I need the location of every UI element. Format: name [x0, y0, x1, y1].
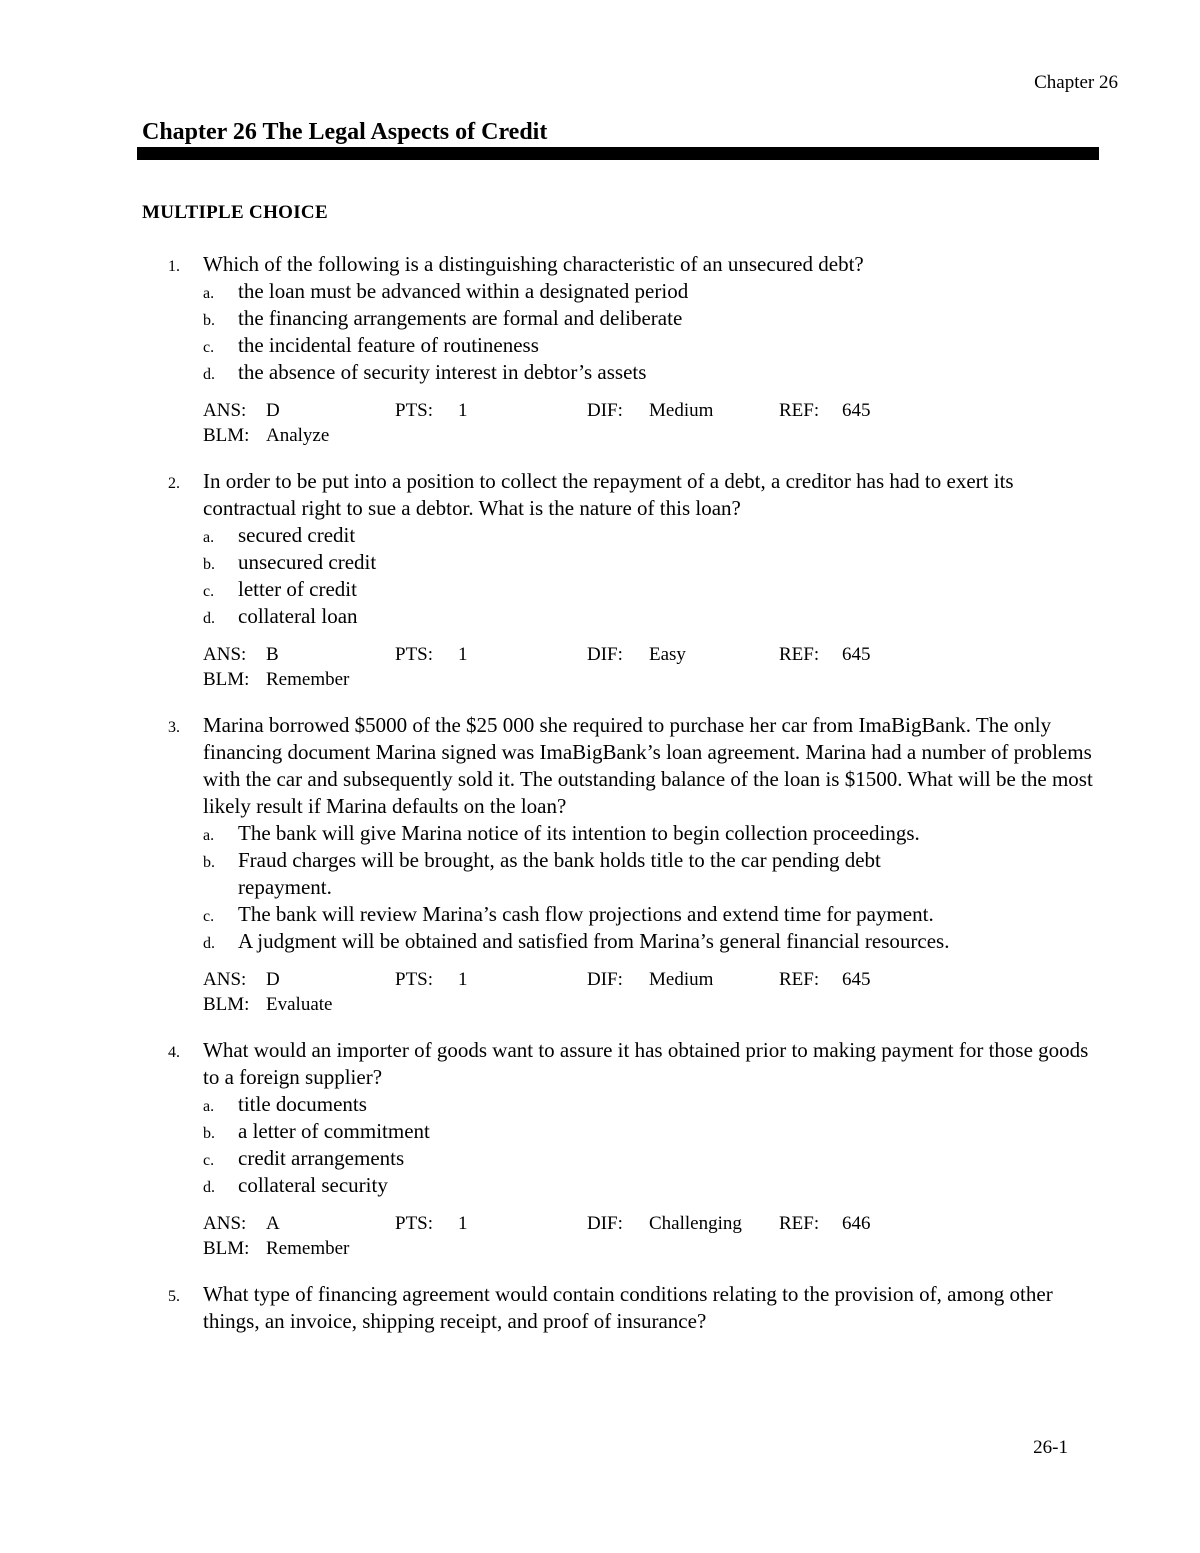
ans-value: A — [266, 1213, 280, 1234]
option-letter: d. — [203, 935, 215, 952]
option-letter: b. — [203, 312, 215, 329]
option-letter: c. — [203, 1152, 215, 1169]
option — [203, 928, 1102, 955]
option-letter: d. — [203, 610, 215, 627]
option-text: A judgment will be obtained and satisfied from Marina’s general financial resources. — [238, 929, 950, 953]
option-letter: b. — [203, 556, 215, 573]
pts-value: 1 — [458, 969, 468, 990]
ans-label: ANS: — [203, 400, 247, 421]
option — [203, 332, 1102, 359]
blm-label: BLM: — [203, 425, 250, 446]
option-letter: a. — [203, 827, 215, 844]
ans-label: ANS: — [203, 644, 247, 665]
ref-label: REF: — [779, 969, 820, 990]
question-number: 2. — [168, 475, 180, 492]
option-text: the incidental feature of routineness — [238, 333, 539, 357]
option-text: The bank will review Marina’s cash flow projections and extend time for payment. — [238, 902, 934, 926]
section-heading: MULTIPLE CHOICE — [142, 202, 328, 223]
answer-options — [203, 522, 1102, 630]
option — [203, 847, 1102, 901]
option-text: secured credit — [238, 523, 356, 547]
question-number: 1. — [168, 258, 180, 275]
question-text: In order to be put into a position to collect the repayment of a debt, a creditor has had to exert its contractual right to sue a debtor. What is the nature of this loan? — [203, 469, 1014, 520]
dif-label: DIF: — [587, 400, 623, 421]
ans-value: D — [266, 400, 280, 421]
option — [203, 305, 1102, 332]
blm-label: BLM: — [203, 1238, 250, 1259]
pts-label: PTS: — [395, 969, 434, 990]
question-1 — [142, 251, 1102, 448]
dif-value: Easy — [649, 644, 686, 665]
page-title: Chapter 26 The Legal Aspects of Credit — [142, 119, 548, 145]
option — [203, 820, 1102, 847]
question-3 — [142, 712, 1102, 1017]
pts-label: PTS: — [395, 1213, 434, 1234]
blm-value: Analyze — [266, 425, 330, 446]
option-letter: a. — [203, 529, 215, 546]
option-letter: c. — [203, 908, 215, 925]
question-2 — [142, 468, 1102, 692]
answer-options — [203, 820, 1102, 955]
answer-metadata — [203, 398, 1102, 448]
answer-metadata — [203, 967, 1102, 1017]
option-letter: c. — [203, 583, 215, 600]
option-text: collateral loan — [238, 604, 358, 628]
dif-label: DIF: — [587, 1213, 623, 1234]
option — [203, 576, 1102, 603]
option-text: collateral security — [238, 1173, 388, 1197]
option-letter: c. — [203, 339, 215, 356]
option-letter: a. — [203, 285, 215, 302]
pts-value: 1 — [458, 1213, 468, 1234]
option-letter: b. — [203, 854, 215, 871]
option-letter: a. — [203, 1098, 215, 1115]
question-number: 5. — [168, 1288, 180, 1305]
option-text: the absence of security interest in debtor’s assets — [238, 360, 647, 384]
dif-value: Medium — [649, 400, 714, 421]
option-text: title documents — [238, 1092, 367, 1116]
question-number: 3. — [168, 719, 180, 736]
option — [203, 603, 1102, 630]
page-number: 26-1 — [1033, 1437, 1068, 1458]
ans-label: ANS: — [203, 969, 247, 990]
option — [203, 522, 1102, 549]
blm-value: Evaluate — [266, 994, 333, 1015]
question-5 — [142, 1281, 1102, 1335]
answer-metadata — [203, 1211, 1102, 1261]
option — [203, 1091, 1102, 1118]
option — [203, 359, 1102, 386]
dif-value: Medium — [649, 969, 714, 990]
option-text: Fraud charges will be brought, as the bank holds title to the car pending debt repayment. — [238, 848, 881, 899]
blm-label: BLM: — [203, 994, 250, 1015]
pts-label: PTS: — [395, 400, 434, 421]
answer-metadata — [203, 642, 1102, 692]
option — [203, 278, 1102, 305]
question-text: Marina borrowed $5000 of the $25 000 she required to purchase her car from ImaBigBank. The only financing document Marina signed was ImaBigBank’s loan agreement. Marina had a number of problems with the car and subsequently sold it. The outstanding balance of the loan is $1500. What will be the most likely result if Marina defaults on the loan? — [203, 713, 1093, 818]
question-list — [142, 251, 1102, 1355]
option-text: credit arrangements — [238, 1146, 405, 1170]
title-rule — [137, 147, 1099, 160]
pts-value: 1 — [458, 644, 468, 665]
blm-value: Remember — [266, 1238, 350, 1259]
answer-options — [203, 278, 1102, 386]
question-text: What type of financing agreement would contain conditions relating to the provision of, among other things, an invoice, shipping receipt, and proof of insurance? — [203, 1282, 1053, 1333]
option-letter: d. — [203, 366, 215, 383]
question-4 — [142, 1037, 1102, 1261]
option — [203, 901, 1102, 928]
option — [203, 1118, 1102, 1145]
pts-label: PTS: — [395, 644, 434, 665]
answer-options — [203, 1091, 1102, 1199]
option-text: letter of credit — [238, 577, 357, 601]
option-letter: b. — [203, 1125, 215, 1142]
option — [203, 549, 1102, 576]
ref-label: REF: — [779, 1213, 820, 1234]
pts-value: 1 — [458, 400, 468, 421]
option — [203, 1145, 1102, 1172]
question-text: Which of the following is a distinguishing characteristic of an unsecured debt? — [203, 252, 864, 276]
ans-label: ANS: — [203, 1213, 247, 1234]
blm-label: BLM: — [203, 669, 250, 690]
dif-label: DIF: — [587, 644, 623, 665]
option-text: the financing arrangements are formal and deliberate — [238, 306, 683, 330]
option-letter: d. — [203, 1179, 215, 1196]
option-text: a letter of commitment — [238, 1119, 430, 1143]
option-text: the loan must be advanced within a designated period — [238, 279, 689, 303]
question-number: 4. — [168, 1044, 180, 1061]
question-text: What would an importer of goods want to assure it has obtained prior to making payment for those goods to a foreign supplier? — [203, 1038, 1089, 1089]
ans-value: D — [266, 969, 280, 990]
ref-label: REF: — [779, 644, 820, 665]
ref-label: REF: — [779, 400, 820, 421]
running-header: Chapter 26 — [1034, 72, 1118, 93]
ref-value: 645 — [842, 969, 871, 990]
ans-value: B — [266, 644, 279, 665]
ref-value: 646 — [842, 1213, 871, 1234]
dif-label: DIF: — [587, 969, 623, 990]
option — [203, 1172, 1102, 1199]
dif-value: Challenging — [649, 1213, 742, 1234]
option-text: The bank will give Marina notice of its intention to begin collection proceedings. — [238, 821, 920, 845]
ref-value: 645 — [842, 400, 871, 421]
ref-value: 645 — [842, 644, 871, 665]
blm-value: Remember — [266, 669, 350, 690]
option-text: unsecured credit — [238, 550, 377, 574]
